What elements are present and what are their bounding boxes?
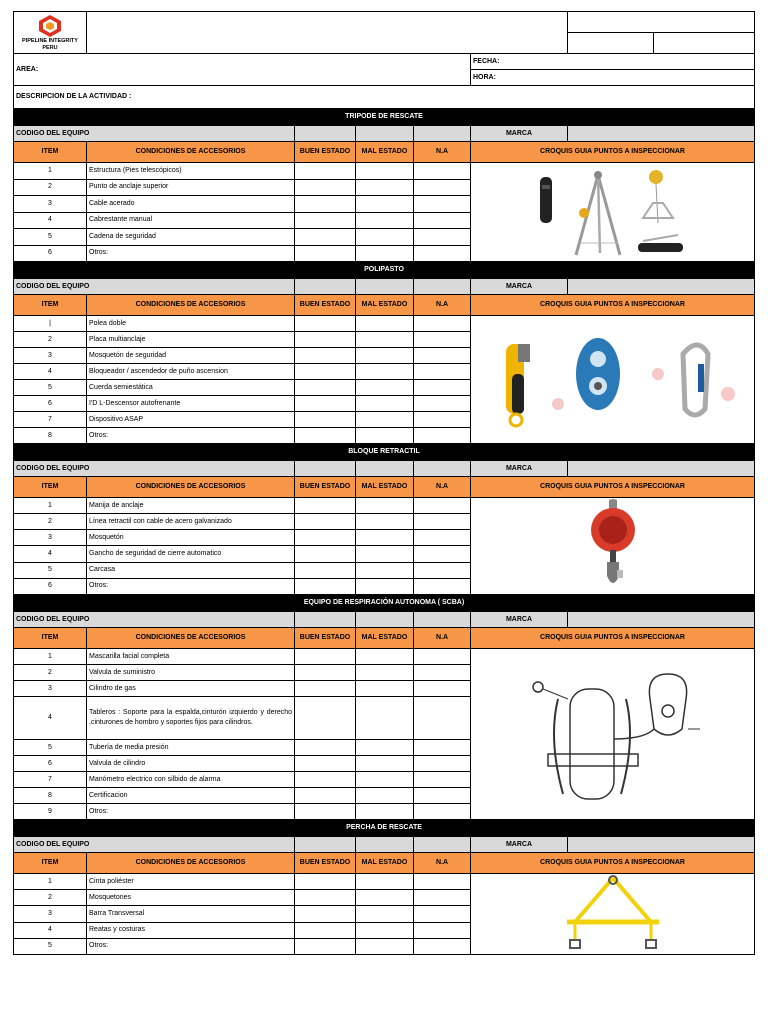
mal-estado-check[interactable]: [356, 546, 414, 562]
column-header-row: [14, 628, 755, 649]
item-number: 5: [14, 562, 87, 578]
marca-label: MARCA: [471, 126, 568, 142]
item-number: 6: [14, 396, 87, 412]
mal-estado-check[interactable]: [356, 196, 414, 213]
mal-estado-header: MAL ESTADO: [356, 142, 414, 163]
item-condition: Cilindro de gas: [87, 681, 295, 697]
item-number: 5: [14, 380, 87, 396]
rescue-spreader-bar-icon: [471, 874, 754, 954]
item-condition: Otros:: [87, 938, 295, 954]
croquis-image: [471, 498, 755, 595]
buen-estado-check[interactable]: [295, 530, 356, 546]
na-check[interactable]: [414, 514, 471, 530]
mal-estado-check[interactable]: [356, 578, 414, 594]
marca-input[interactable]: [568, 612, 755, 628]
mal-estado-check[interactable]: [356, 348, 414, 364]
item-condition: Otros:: [87, 245, 295, 262]
doc-code-cell: [568, 12, 755, 33]
codigo-input-2[interactable]: [356, 126, 414, 142]
croquis-image: [471, 163, 755, 262]
na-check[interactable]: [414, 364, 471, 380]
na-check[interactable]: [414, 546, 471, 562]
descripcion-field[interactable]: [14, 86, 755, 109]
marca-input[interactable]: [568, 461, 755, 477]
codigo-input-3[interactable]: [414, 461, 471, 477]
inspection-table: [13, 11, 755, 955]
table-row: [14, 874, 755, 890]
na-check[interactable]: [414, 163, 471, 180]
mal-estado-check[interactable]: [356, 412, 414, 428]
item-header: ITEM: [14, 142, 87, 163]
na-check[interactable]: [414, 938, 471, 954]
area-field[interactable]: [14, 54, 471, 86]
item-condition: Barra Transversal: [87, 906, 295, 922]
buen-estado-check[interactable]: [295, 332, 356, 348]
table-row: [14, 163, 755, 180]
croquis-image: [471, 874, 755, 955]
mal-estado-header: MAL ESTADO: [356, 295, 414, 316]
item-number: 6: [14, 245, 87, 262]
item-number: 3: [14, 196, 87, 213]
item-header: ITEM: [14, 628, 87, 649]
na-check[interactable]: [414, 332, 471, 348]
item-condition: Otros:: [87, 428, 295, 444]
na-check[interactable]: [414, 348, 471, 364]
section-title: EQUIPO DE RESPIRACIÓN AUTONOMA ( SCBA): [14, 595, 755, 612]
codigo-input-1[interactable]: [295, 612, 356, 628]
section-title-row: [14, 262, 755, 279]
buen-estado-header: BUEN ESTADO: [295, 853, 356, 874]
na-check[interactable]: [414, 649, 471, 665]
item-number: 7: [14, 412, 87, 428]
marca-label: MARCA: [471, 612, 568, 628]
column-header-row: [14, 142, 755, 163]
buen-estado-check[interactable]: [295, 514, 356, 530]
na-header: N.A: [414, 477, 471, 498]
na-check[interactable]: [414, 665, 471, 681]
fecha-label: FECHA:: [473, 57, 500, 65]
codigo-input-2[interactable]: [356, 612, 414, 628]
section-title-row: [14, 820, 755, 837]
mal-estado-check[interactable]: [356, 740, 414, 756]
company-logo-icon: [35, 14, 65, 38]
section-title-row: [14, 595, 755, 612]
item-number: 1: [14, 163, 87, 180]
column-header-row: [14, 295, 755, 316]
buen-estado-check[interactable]: [295, 562, 356, 578]
equipment-code-row: [14, 461, 755, 477]
self-retracting-lifeline-icon: [471, 498, 754, 594]
condiciones-header: CONDICIONES DE ACCESORIOS: [87, 295, 295, 316]
buen-estado-check[interactable]: [295, 179, 356, 196]
condiciones-header: CONDICIONES DE ACCESORIOS: [87, 477, 295, 498]
buen-estado-check[interactable]: [295, 772, 356, 788]
equipment-code-row: [14, 612, 755, 628]
table-row: [14, 316, 755, 332]
codigo-label: CODIGO DEL EQUIPO: [14, 126, 295, 142]
condiciones-header: CONDICIONES DE ACCESORIOS: [87, 628, 295, 649]
na-check[interactable]: [414, 874, 471, 890]
buen-estado-check[interactable]: [295, 740, 356, 756]
buen-estado-check[interactable]: [295, 498, 356, 514]
buen-estado-check[interactable]: [295, 380, 356, 396]
croquis-image: [471, 316, 755, 444]
na-check[interactable]: [414, 562, 471, 578]
croquis-header: CROQUIS GUIA PUNTOS A INSPECCIONAR: [471, 142, 755, 163]
table-row: [14, 498, 755, 514]
codigo-input-2[interactable]: [356, 461, 414, 477]
section-title: BLOQUE RETRACTIL: [14, 444, 755, 461]
na-check[interactable]: [414, 756, 471, 772]
codigo-label: CODIGO DEL EQUIPO: [14, 612, 295, 628]
na-header: N.A: [414, 142, 471, 163]
item-condition: Otros:: [87, 578, 295, 594]
croquis-image: [471, 649, 755, 820]
title-cell: [87, 12, 568, 54]
item-condition: Placa multianclaje: [87, 332, 295, 348]
item-condition: Dispositivo ASAP: [87, 412, 295, 428]
item-condition: Tubería de media presión: [87, 740, 295, 756]
item-condition: Línea retractil con cable de acero galvanizado: [87, 514, 295, 530]
buen-estado-check[interactable]: [295, 348, 356, 364]
item-header: ITEM: [14, 853, 87, 874]
item-condition: Punto de anclaje superior: [87, 179, 295, 196]
item-condition: Cinta poliéster: [87, 874, 295, 890]
buen-estado-check[interactable]: [295, 412, 356, 428]
na-check[interactable]: [414, 428, 471, 444]
na-check[interactable]: [414, 530, 471, 546]
mal-estado-check[interactable]: [356, 179, 414, 196]
mal-estado-check[interactable]: [356, 697, 414, 740]
item-number: |: [14, 316, 87, 332]
item-condition: Manómetro electrico con silbido de alarma: [87, 772, 295, 788]
mal-estado-check[interactable]: [356, 396, 414, 412]
item-number: 4: [14, 212, 87, 229]
item-number: 1: [14, 874, 87, 890]
item-number: 7: [14, 772, 87, 788]
section-title-row: [14, 444, 755, 461]
mal-estado-check[interactable]: [356, 245, 414, 262]
mal-estado-check[interactable]: [356, 163, 414, 180]
na-check[interactable]: [414, 681, 471, 697]
mal-estado-check[interactable]: [356, 530, 414, 546]
codigo-input-2[interactable]: [356, 279, 414, 295]
buen-estado-check[interactable]: [295, 938, 356, 954]
croquis-header: CROQUIS GUIA PUNTOS A INSPECCIONAR: [471, 628, 755, 649]
codigo-input-1[interactable]: [295, 461, 356, 477]
na-check[interactable]: [414, 396, 471, 412]
marca-input[interactable]: [568, 126, 755, 142]
item-condition: Polea doble: [87, 316, 295, 332]
item-number: 3: [14, 906, 87, 922]
mal-estado-check[interactable]: [356, 772, 414, 788]
mal-estado-check[interactable]: [356, 756, 414, 772]
item-number: 5: [14, 740, 87, 756]
na-check[interactable]: [414, 740, 471, 756]
item-condition: Valvula de cilindro: [87, 756, 295, 772]
column-header-row: [14, 853, 755, 874]
condiciones-header: CONDICIONES DE ACCESORIOS: [87, 142, 295, 163]
buen-estado-check[interactable]: [295, 788, 356, 804]
item-number: 1: [14, 649, 87, 665]
na-check[interactable]: [414, 772, 471, 788]
buen-estado-check[interactable]: [295, 229, 356, 246]
mal-estado-check[interactable]: [356, 890, 414, 906]
item-condition: Cuerda semiestática: [87, 380, 295, 396]
mal-estado-header: MAL ESTADO: [356, 853, 414, 874]
item-number: 9: [14, 804, 87, 820]
item-condition: Otros:: [87, 804, 295, 820]
item-number: 3: [14, 681, 87, 697]
descripcion-label: DESCRIPCION DE LA ACTIVIDAD :: [16, 93, 132, 100]
buen-estado-check[interactable]: [295, 428, 356, 444]
item-number: 8: [14, 788, 87, 804]
marca-label: MARCA: [471, 837, 568, 853]
item-number: 2: [14, 665, 87, 681]
item-number: 3: [14, 530, 87, 546]
item-condition: Mascarilla facial completa: [87, 649, 295, 665]
na-check[interactable]: [414, 578, 471, 594]
mal-estado-check[interactable]: [356, 316, 414, 332]
item-number: 6: [14, 578, 87, 594]
item-condition: Gancho de seguridad de cierre automatico: [87, 546, 295, 562]
codigo-input-3[interactable]: [414, 279, 471, 295]
mal-estado-check[interactable]: [356, 229, 414, 246]
marca-label: MARCA: [471, 279, 568, 295]
item-condition: Cadena de seguridad: [87, 229, 295, 246]
equipment-code-row: [14, 837, 755, 853]
buen-estado-check[interactable]: [295, 804, 356, 820]
item-number: 5: [14, 938, 87, 954]
codigo-label: CODIGO DEL EQUIPO: [14, 279, 295, 295]
na-check[interactable]: [414, 922, 471, 938]
codigo-input-1[interactable]: [295, 279, 356, 295]
marca-input[interactable]: [568, 837, 755, 853]
item-number: 1: [14, 498, 87, 514]
mal-estado-check[interactable]: [356, 562, 414, 578]
mal-estado-check[interactable]: [356, 906, 414, 922]
buen-estado-check[interactable]: [295, 906, 356, 922]
item-number: 8: [14, 428, 87, 444]
mal-estado-check[interactable]: [356, 665, 414, 681]
item-condition: Mosquetón de seguridad: [87, 348, 295, 364]
item-condition: Mosquetones: [87, 890, 295, 906]
item-condition: Bloqueador / ascendedor de puño ascension: [87, 364, 295, 380]
column-header-row: [14, 477, 755, 498]
mal-estado-header: MAL ESTADO: [356, 477, 414, 498]
codigo-label: CODIGO DEL EQUIPO: [14, 461, 295, 477]
codigo-label: CODIGO DEL EQUIPO: [14, 837, 295, 853]
hora-field[interactable]: [471, 70, 755, 86]
item-condition: I'D L-Descensor autofrenante: [87, 396, 295, 412]
mal-estado-check[interactable]: [356, 380, 414, 396]
mal-estado-check[interactable]: [356, 332, 414, 348]
item-header: ITEM: [14, 477, 87, 498]
section-title: PERCHA DE RESCATE: [14, 820, 755, 837]
section-title: POLIPASTO: [14, 262, 755, 279]
buen-estado-check[interactable]: [295, 396, 356, 412]
item-number: 4: [14, 922, 87, 938]
buen-estado-check[interactable]: [295, 890, 356, 906]
buen-estado-check[interactable]: [295, 546, 356, 562]
croquis-header: CROQUIS GUIA PUNTOS A INSPECCIONAR: [471, 477, 755, 498]
na-check[interactable]: [414, 412, 471, 428]
inspection-sheet: [13, 11, 754, 955]
buen-estado-header: BUEN ESTADO: [295, 477, 356, 498]
croquis-header: CROQUIS GUIA PUNTOS A INSPECCIONAR: [471, 295, 755, 316]
doc-page-cell: [654, 33, 755, 54]
codigo-input-2[interactable]: [356, 837, 414, 853]
item-number: 4: [14, 364, 87, 380]
company-logo: [14, 14, 86, 52]
pulley-ascender-carabiner-icon: [471, 324, 754, 436]
section-title: TRIPODE DE RESCATE: [14, 109, 755, 126]
na-header: N.A: [414, 853, 471, 874]
item-number: 4: [14, 546, 87, 562]
item-number: 3: [14, 348, 87, 364]
buen-estado-header: BUEN ESTADO: [295, 628, 356, 649]
buen-estado-check[interactable]: [295, 697, 356, 740]
area-label: AREA:: [16, 65, 39, 73]
mal-estado-check[interactable]: [356, 364, 414, 380]
mal-estado-check[interactable]: [356, 212, 414, 229]
mal-estado-header: MAL ESTADO: [356, 628, 414, 649]
item-condition: Mosquetón: [87, 530, 295, 546]
equipment-code-row: [14, 126, 755, 142]
buen-estado-check[interactable]: [295, 649, 356, 665]
na-check[interactable]: [414, 229, 471, 246]
item-condition: Valvula de suministro: [87, 665, 295, 681]
na-check[interactable]: [414, 890, 471, 906]
mal-estado-check[interactable]: [356, 514, 414, 530]
mal-estado-check[interactable]: [356, 938, 414, 954]
buen-estado-header: BUEN ESTADO: [295, 142, 356, 163]
na-check[interactable]: [414, 804, 471, 820]
buen-estado-check[interactable]: [295, 316, 356, 332]
na-check[interactable]: [414, 697, 471, 740]
mal-estado-check[interactable]: [356, 498, 414, 514]
codigo-input-3[interactable]: [414, 126, 471, 142]
na-check[interactable]: [414, 380, 471, 396]
table-row: [14, 649, 755, 665]
mal-estado-check[interactable]: [356, 804, 414, 820]
item-number: 6: [14, 756, 87, 772]
na-check[interactable]: [414, 906, 471, 922]
marca-label: MARCA: [471, 461, 568, 477]
rescue-tripod-icon: [471, 163, 754, 261]
fecha-field[interactable]: [471, 54, 755, 70]
buen-estado-check[interactable]: [295, 922, 356, 938]
section-title-row: [14, 109, 755, 126]
codigo-input-1[interactable]: [295, 126, 356, 142]
na-check[interactable]: [414, 788, 471, 804]
condiciones-header: CONDICIONES DE ACCESORIOS: [87, 853, 295, 874]
na-check[interactable]: [414, 245, 471, 262]
na-check[interactable]: [414, 179, 471, 196]
na-header: N.A: [414, 628, 471, 649]
buen-estado-check[interactable]: [295, 681, 356, 697]
item-condition: Tableros : Soporte para la espalda,cinturón izquierdo y derecho ,cinturones de hombro y soportes fijos para cilindros.: [87, 697, 295, 740]
equipment-code-row: [14, 279, 755, 295]
item-condition: Cabrestante manual: [87, 212, 295, 229]
item-number: 2: [14, 514, 87, 530]
mal-estado-check[interactable]: [356, 788, 414, 804]
item-number: 4: [14, 697, 87, 740]
buen-estado-check[interactable]: [295, 364, 356, 380]
na-check[interactable]: [414, 212, 471, 229]
marca-input[interactable]: [568, 279, 755, 295]
mal-estado-check[interactable]: [356, 428, 414, 444]
item-condition: Carcasa: [87, 562, 295, 578]
buen-estado-check[interactable]: [295, 212, 356, 229]
mal-estado-check[interactable]: [356, 874, 414, 890]
doc-version-cell: [568, 33, 654, 54]
buen-estado-check[interactable]: [295, 756, 356, 772]
company-name: PIPELINE INTEGRITY PERU: [22, 37, 78, 51]
buen-estado-check[interactable]: [295, 665, 356, 681]
mal-estado-check[interactable]: [356, 922, 414, 938]
item-number: 5: [14, 229, 87, 246]
hora-label: HORA:: [473, 73, 496, 81]
item-header: ITEM: [14, 295, 87, 316]
buen-estado-check[interactable]: [295, 163, 356, 180]
item-condition: Cable acerado: [87, 196, 295, 213]
codigo-input-1[interactable]: [295, 837, 356, 853]
na-check[interactable]: [414, 316, 471, 332]
item-condition: Manija de anclaje: [87, 498, 295, 514]
buen-estado-check[interactable]: [295, 874, 356, 890]
codigo-input-3[interactable]: [414, 612, 471, 628]
na-check[interactable]: [414, 498, 471, 514]
buen-estado-check[interactable]: [295, 196, 356, 213]
item-condition: Estructura (Pies telescópicos): [87, 163, 295, 180]
logo-cell: [14, 12, 87, 54]
buen-estado-check[interactable]: [295, 245, 356, 262]
buen-estado-header: BUEN ESTADO: [295, 295, 356, 316]
item-number: 2: [14, 179, 87, 196]
na-check[interactable]: [414, 196, 471, 213]
codigo-input-3[interactable]: [414, 837, 471, 853]
item-condition: Reatas y costuras: [87, 922, 295, 938]
mal-estado-check[interactable]: [356, 681, 414, 697]
buen-estado-check[interactable]: [295, 578, 356, 594]
croquis-header: CROQUIS GUIA PUNTOS A INSPECCIONAR: [471, 853, 755, 874]
mal-estado-check[interactable]: [356, 649, 414, 665]
na-header: N.A: [414, 295, 471, 316]
scba-breathing-apparatus-icon: [471, 659, 754, 809]
item-number: 2: [14, 332, 87, 348]
item-number: 2: [14, 890, 87, 906]
item-condition: Certificacion: [87, 788, 295, 804]
